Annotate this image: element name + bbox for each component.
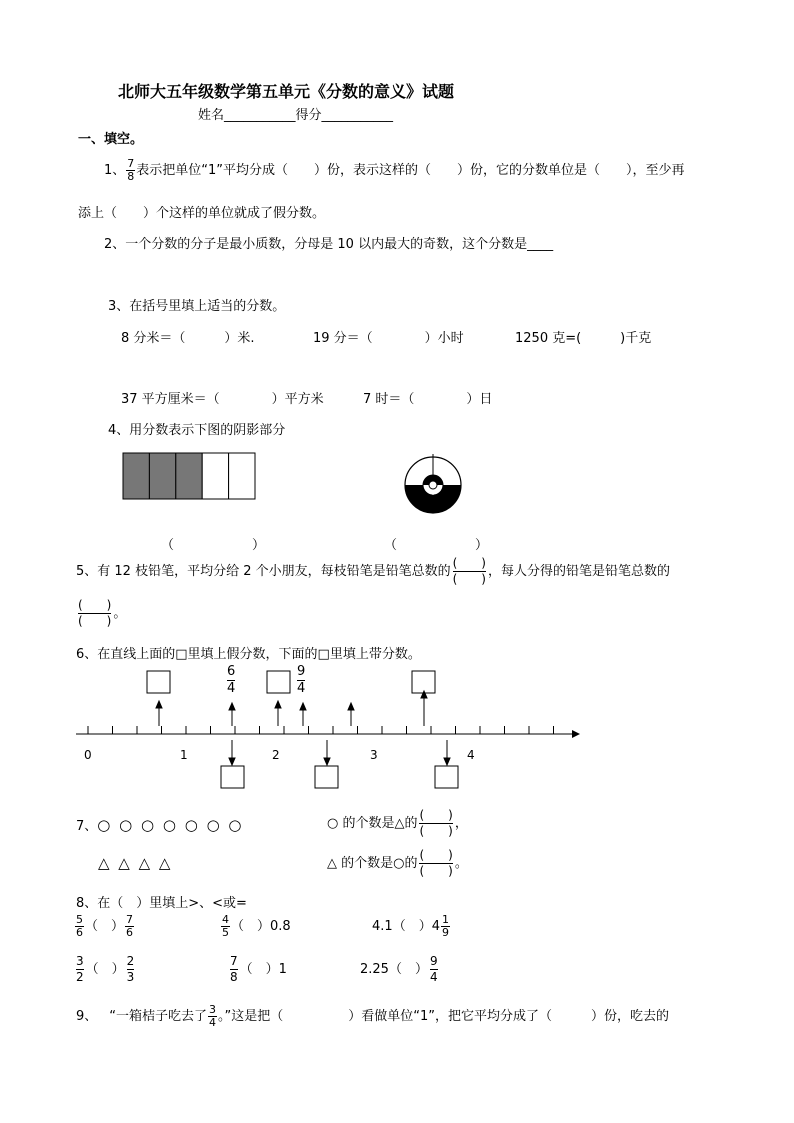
question-4: 4、用分数表示下图的阴影部分 (108, 423, 286, 438)
tick-label: 0 (84, 748, 92, 762)
answer-box-below (221, 766, 244, 788)
q3-item-e: 7 时＝（ ）日 (363, 392, 493, 407)
q7-circles: ○ ○ ○ ○ ○ ○ ○ (97, 816, 244, 834)
question-5: 5、有 12 枝铅笔，平均分给 2 个小朋友，每枝铅笔是铅笔总数的 $\frac{( )}{( )}$ ，每人分得的铅笔是铅笔总数的 (76, 556, 671, 586)
answer-box-above (147, 671, 170, 693)
q7-statement-2: △ 的个数是○的 $\frac{( )}{( )}$ 。 (327, 848, 468, 878)
q1-line1: 表示把单位“1”平均分成（ ）份，表示这样的（ ）份，它的分数单位是（ ），至少再 (136, 163, 685, 178)
q5-blank-fraction-2: $\frac{( )}{( )}$ (78, 598, 112, 628)
q8-compare-5: $\frac{7}{8}$ （ ）1 (230, 954, 287, 984)
q7-blank-fraction-1: $\frac{( )}{( )}$ (419, 808, 453, 838)
question-9: 9、 “一箱桔子吃去了 $\frac{3}{4}$ 。”这是把（ ）看做单位“1”，把它平均分成了（ ）份，吃去的 (76, 1003, 670, 1029)
answer-box-above (267, 671, 290, 693)
q4-answer-2: （ ） (384, 538, 489, 553)
q1-index: 1、 (104, 163, 126, 178)
question-1 (104, 158, 685, 183)
question-6: 6、在直线上面的□里填上假分数，下面的□里填上带分数。 (76, 647, 421, 662)
q4-answer-1: （ ） (161, 538, 266, 553)
question-3: 3、在括号里填上适当的分数。 (108, 299, 286, 314)
q8-compare-1: $\frac{5}{6}$ （ ） $\frac{7}{6}$ (76, 913, 134, 939)
tick-label: 1 (180, 748, 188, 762)
q5-line2: $\frac{( )}{( )}$ 。 (78, 598, 127, 628)
section-heading: 一、填空。 (78, 132, 144, 147)
q3-item-b: 19 分＝（ ）小时 (313, 331, 464, 346)
q9-fraction: $\frac{3}{4}$ (209, 1003, 217, 1029)
q7-blank-fraction-2: $\frac{( )}{( )}$ (419, 848, 453, 878)
name-score-line: 姓名___________得分___________ (198, 108, 394, 123)
question-7: 7、○ ○ ○ ○ ○ ○ ○ (76, 816, 244, 834)
q6-fraction-6-4: $\frac{6}{4}$ (227, 664, 236, 696)
q8-compare-6: 2.25（ ） $\frac{9}{4}$ (360, 954, 438, 984)
q8-compare-4: $\frac{3}{2}$ （ ） $\frac{2}{3}$ (76, 954, 135, 984)
answer-box-below (435, 766, 458, 788)
question-8: 8、在（ ）里填上>、<或= (76, 896, 247, 911)
answer-box-above (412, 671, 435, 693)
tick-label: 4 (467, 748, 475, 762)
q3-item-a: 8 分米＝（ ）米. (121, 331, 255, 346)
shaded-rectangle-figure (122, 452, 257, 500)
q7-statement-1: ○ 的个数是△的 $\frac{( )}{( )}$ ， (327, 808, 468, 838)
tick-label: 3 (370, 748, 378, 762)
q1-fraction: $\frac{7}{8}$ (127, 157, 135, 183)
q6-fraction-9-4: $\frac{9}{4}$ (297, 664, 306, 696)
q3-item-c: 1250 克=( )千克 (515, 331, 652, 346)
q7-triangles: △ △ △ △ (98, 854, 173, 872)
q8-compare-3: 4.1（ ）4 $\frac{1}{9}$ (372, 913, 449, 939)
tick-label: 2 (272, 748, 280, 762)
number-line (70, 668, 590, 798)
q8-compare-2: $\frac{4}{5}$ （ ）0.8 (222, 913, 291, 939)
answer-box-below (315, 766, 338, 788)
q5-blank-fraction-1: $\frac{( )}{( )}$ (452, 556, 486, 586)
page-title: 北师大五年级数学第五单元《分数的意义》试题 (118, 82, 455, 101)
question-2: 2、一个分数的分子是最小质数，分母是 10 以内最大的奇数，这个分数是____ (104, 237, 554, 252)
shaded-circle-figure (398, 450, 468, 520)
q3-item-d: 37 平方厘米＝（ ）平方米 (121, 392, 324, 407)
q1-line2: 添上（ ）个这样的单位就成了假分数。 (78, 206, 326, 221)
